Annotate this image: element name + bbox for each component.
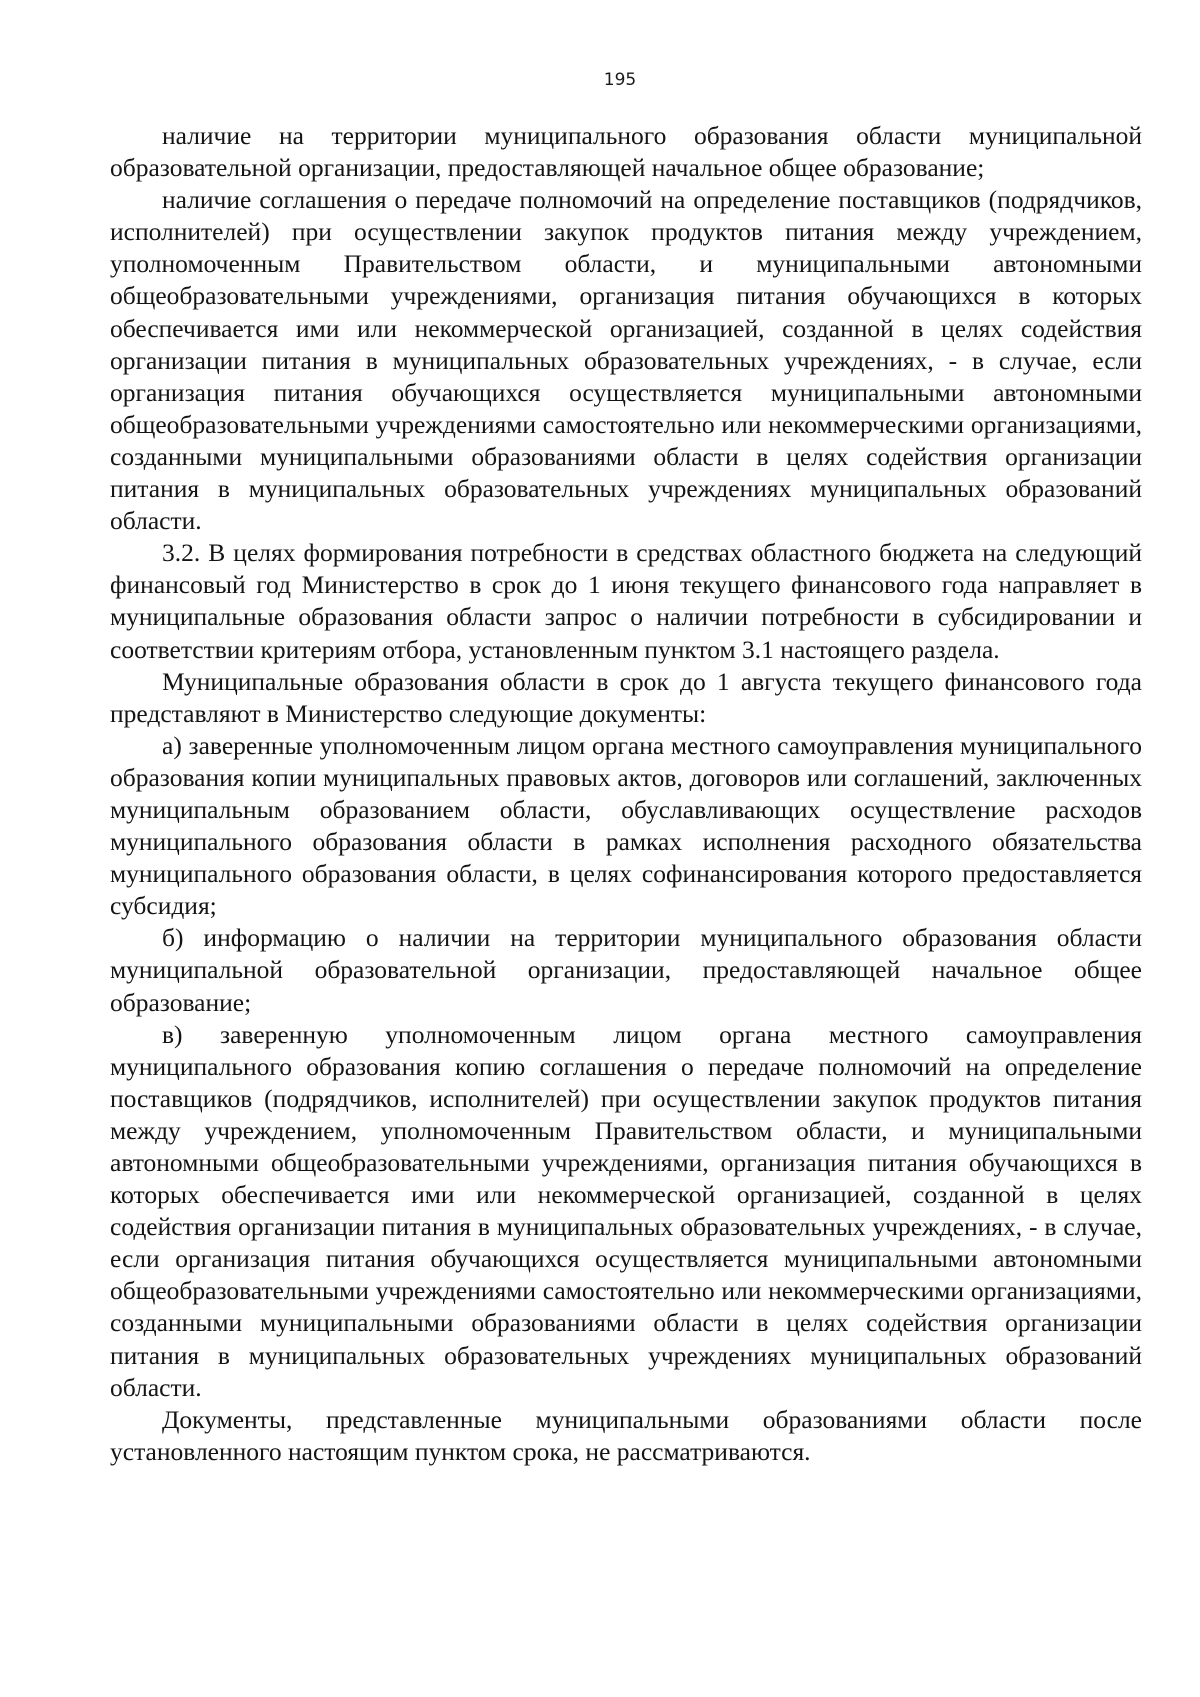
paragraph-late-documents: Документы, представленные муниципальными образованиями области после установленного настоящим пунктом срока, не рассматриваются. — [110, 1404, 1142, 1466]
paragraph-criterion-school: наличие на территории муниципального образования области муниципальной образовательной организации, предоставляющей начальное общее образование; — [110, 121, 1142, 183]
paragraph-documents-intro: Муниципальные образования области в срок до 1 августа текущего финансового года представляют в Министерство следующие документы: — [110, 666, 1142, 728]
paragraph-3-2: 3.2. В целях формирования потребности в средствах областного бюджета на следующий финансовый год Министерство в срок до 1 июня текущего финансового года направляет в муниципальные образования области запрос о наличии потребности в субсидировании и соответствии критериям отбора, установленным пунктом 3.1 настоящего раздела. — [110, 538, 1142, 664]
page-number: 195 — [603, 70, 637, 90]
paragraph-item-b: б) информацию о наличии на территории муниципального образования области муниципальной образовательной организации, предоставляющей начальное общее образование; — [110, 923, 1142, 1017]
document-body — [110, 120, 1142, 1468]
paragraph-item-v: в) заверенную уполномоченным лицом органа местного самоуправления муниципального образования копию соглашения о передаче полномочий на определение поставщиков (подрядчиков, исполнителей) при осуществлении закупок продуктов питания между учреждением, уполномоченным Правительством области, и муниципальными автономными общеобразовательными учреждениями, организация питания обучающихся в которых обеспечивается ими или некоммерческой организацией, созданной в целях содействия организации питания в муниципальных образовательных учреждениях, - в случае, если организация питания обучающихся осуществляется муниципальными автономными общеобразовательными учреждениями самостоятельно или некоммерческими организациями, созданными муниципальными образованиями области в целях содействия организации питания в муниципальных образовательных учреждениях муниципальных образований области. — [110, 1019, 1142, 1402]
paragraph-item-a: а) заверенные уполномоченным лицом органа местного самоуправления муниципального образования копии муниципальных правовых актов, договоров или соглашений, заключенных муниципальным образованием области, обуславливающих осуществление расходов муниципального образования области в рамках исполнения расходного обязательства муниципального образования области, в целях софинансирования которого предоставляется субсидия; — [110, 730, 1142, 921]
paragraph-criterion-agreement: наличие соглашения о передаче полномочий на определение поставщиков (подрядчиков, исполнителей) при осуществлении закупок продуктов питания между учреждением, уполномоченным Правительством области, и муниципальными автономными общеобразовательными учреждениями, организация питания обучающихся в которых обеспечивается ими или некоммерческой организацией, созданной в целях содействия организации питания в муниципальных образовательных учреждениях, - в случае, если организация питания обучающихся осуществляется муниципальными автономными общеобразовательными учреждениями самостоятельно или некоммерческими организациями, созданными муниципальными образованиями области в целях содействия организации питания в муниципальных образовательных учреждениях муниципальных образований области. — [110, 185, 1142, 536]
